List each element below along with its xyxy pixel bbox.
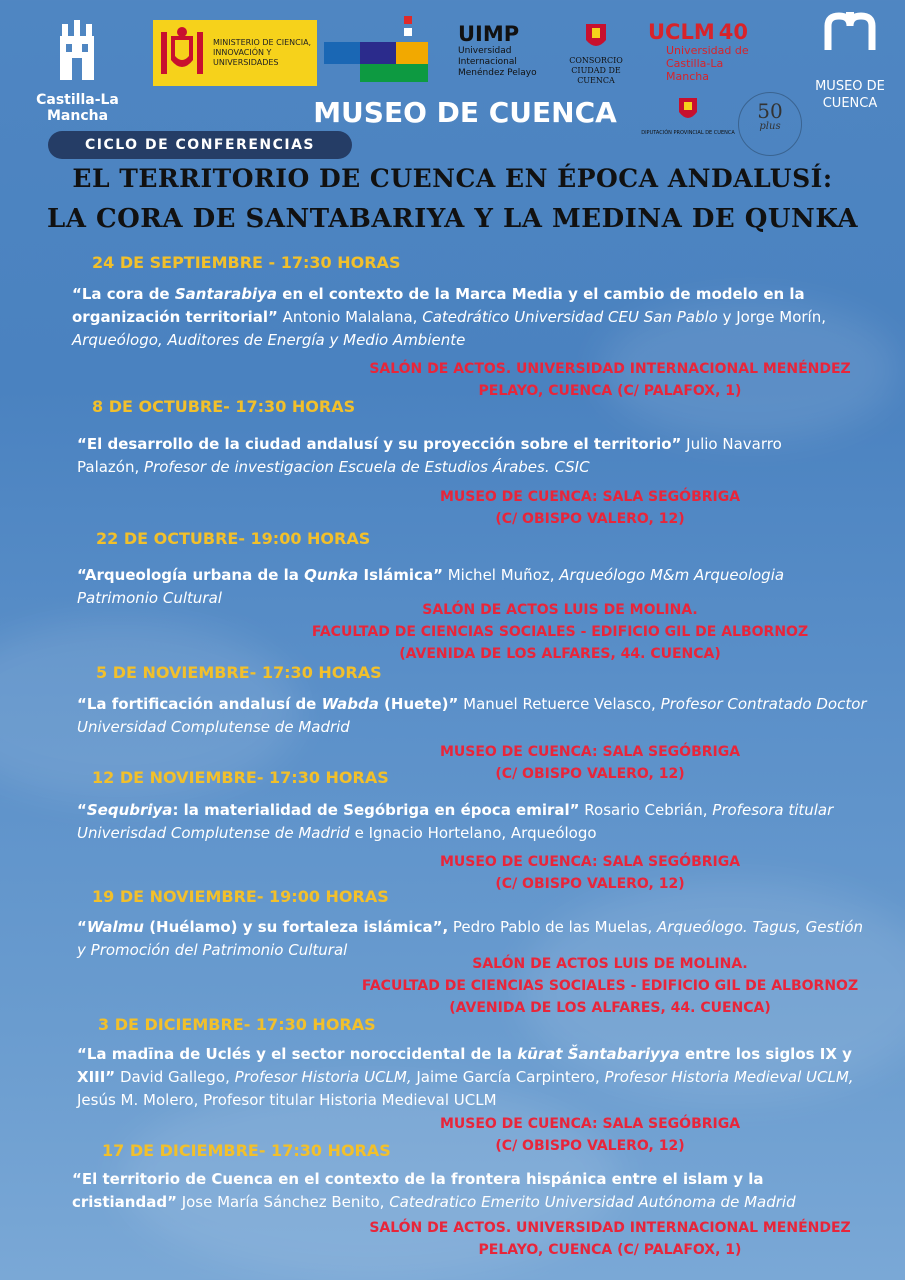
- talk-text-run: kūrat Šantabariyya: [517, 1045, 680, 1063]
- venue-line: (C/ OBISPO VALERO, 12): [495, 876, 685, 892]
- talk-text-run: Catedrático Universidad CEU San Pablo: [422, 308, 718, 326]
- museo-logo-line2: CUENCA: [822, 96, 878, 111]
- castilla-la-mancha-logo: [10, 18, 145, 124]
- venue-line: (C/ OBISPO VALERO, 12): [495, 1138, 685, 1154]
- talk-text-run: Walmu: [86, 918, 144, 936]
- venue-line: FACULTAD DE CIENCIAS SOCIALES - EDIFICIO GIL DE ALBORNOZ: [361, 978, 859, 994]
- session-venue: [360, 1113, 820, 1157]
- talk-text-run: Arqueólogo. Tagus, Gestión y Promoción del Patrimonio Cultural: [77, 918, 864, 959]
- uclm-name: Universidad de Castilla-La Mancha: [666, 44, 749, 83]
- color-blocks-logo: [324, 16, 439, 88]
- venue-line: (AVENIDA DE LOS ALFARES, 44. CUENCA): [399, 646, 721, 662]
- talk-text-run: Catedratico Emerito Universidad Autónoma de: [389, 1193, 740, 1211]
- talk-text-run: Rosario Cebrián,: [579, 801, 713, 819]
- talk-text-run: Profesor Contratado Doctor Universidad Complutense de Madrid: [77, 695, 867, 736]
- talk-text-run: Profesor Historia Medieval UCLM,: [604, 1068, 854, 1086]
- venue-line: SALÓN DE ACTOS LUIS DE MOLINA.: [472, 956, 748, 972]
- venue-line: SALÓN DE ACTOS LUIS DE MOLINA.: [422, 602, 698, 618]
- ministerio-logo: [153, 20, 317, 86]
- museo-logo-line1: MUSEO DE: [815, 79, 885, 94]
- ciclo-badge: CICLO DE CONFERENCIAS: [48, 131, 352, 159]
- venue-line: MUSEO DE CUENCA: SALA SEGÓBRIGA: [439, 489, 741, 505]
- talk-text-run: e Ignacio Hortelano, Arqueólogo: [349, 824, 597, 842]
- ministerio-label: MINISTERIO DE CIENCIA, INNOVACIÓN Y UNIVERSIDADES: [213, 38, 312, 67]
- event-title-line2: LA CORA DE SANTABARIYA Y LA MEDINA DE QUNKA: [46, 204, 859, 234]
- session-venue: [260, 599, 860, 665]
- talk-text-run: Jose María Sánchez Benito,: [176, 1193, 390, 1211]
- talk-text-run: Sequbriya: [86, 801, 173, 819]
- talk-text-run: Madrid: [739, 1193, 796, 1211]
- venue-line: PELAYO, CUENCA (C/ PALAFOX, 1): [478, 1242, 742, 1258]
- coat-of-arms-icon: [159, 26, 205, 80]
- talk-text-run: “: [77, 801, 87, 819]
- talk-text-run: Arqueólogo M&m Arqueologia Patrimonio Cultural: [77, 566, 785, 607]
- venue-line: SALÓN DE ACTOS. UNIVERSIDAD INTERNACIONAL MENÉNDEZ: [369, 361, 851, 377]
- museo-heading: MUSEO DE CUENCA: [313, 96, 617, 129]
- session-date: 22 DE OCTUBRE- 19:00 HORAS: [96, 529, 371, 548]
- venue-line: (C/ OBISPO VALERO, 12): [495, 766, 685, 782]
- session-venue: [300, 1217, 905, 1261]
- castle-icon: [10, 18, 145, 88]
- uimp-name: Universidad Internacional Menéndez Pelayo: [458, 46, 537, 78]
- venue-line: PELAYO, CUENCA (C/ PALAFOX, 1): [478, 383, 742, 399]
- session-date: 3 DE DICIEMBRE- 17:30 HORAS: [98, 1015, 376, 1034]
- session-venue: [360, 851, 820, 895]
- talk-text-run: Julio Navarro Palazón,: [77, 435, 782, 476]
- talk-text-run: : la materialidad de Segóbriga en época emiral”: [172, 801, 580, 819]
- talk-text-run: en el contexto de la Marca Media y el cambio de modelo en la organización territorial”: [72, 285, 805, 326]
- talk-text-run: entre los siglos IX y XIII”: [77, 1045, 852, 1086]
- museo-m-icon: [822, 12, 878, 52]
- talk-text-run: Antonio Malalana,: [277, 308, 423, 326]
- talk-text-run: Profesor de investigacion Escuela de Estudios Árabes. CSIC: [144, 458, 590, 476]
- talk-text-run: “: [77, 918, 87, 936]
- session-date: 24 DE SEPTIEMBRE - 17:30 HORAS: [92, 253, 401, 272]
- talk-text-run: Santarabiya: [174, 285, 278, 303]
- talk-text-run: Pedro Pablo de las Muelas,: [448, 918, 658, 936]
- saramago-plus: plus: [759, 121, 781, 132]
- session-date: 17 DE DICIEMBRE- 17:30 HORAS: [102, 1141, 391, 1160]
- talk-text-run: Islámica”: [358, 566, 443, 584]
- session-venue: [360, 486, 820, 530]
- talk-text-run: y Jorge Morín,: [717, 308, 826, 326]
- talk-text-run: Wabda: [321, 695, 379, 713]
- session-date: 8 DE OCTUBRE- 17:30 HORAS: [92, 397, 356, 416]
- session-date: 5 DE NOVIEMBRE- 17:30 HORAS: [96, 663, 382, 682]
- consorcio-label: CONSORCIO CIUDAD DE CUENCA: [569, 56, 623, 85]
- talk-text-run: “Arqueología urbana de la: [77, 566, 305, 584]
- diputacion-label: DIPUTACIÓN PROVINCIAL DE CUENCA: [641, 130, 735, 136]
- venue-line: (AVENIDA DE LOS ALFARES, 44. CUENCA): [449, 1000, 771, 1016]
- uimp-logo: [458, 22, 558, 88]
- uclm-years: 40: [718, 20, 748, 44]
- session-venue: [310, 953, 905, 1019]
- consorcio-logo: [552, 22, 640, 85]
- session-date: 19 DE NOVIEMBRE- 19:00 HORAS: [92, 887, 389, 906]
- talk-text-run: “El territorio de Cuenca en el contexto de la frontera hispánica entre el islam y la cristiandad”: [72, 1170, 764, 1211]
- talk-text-run: “La fortificación andalusí de: [77, 695, 322, 713]
- session-talk: [72, 1168, 852, 1214]
- uimp-abbr: UIMP: [458, 22, 520, 46]
- talk-text-run: “El desarrollo de la ciudad andalusí y su proyección sobre el territorio”: [77, 435, 682, 453]
- session-talk: [72, 283, 852, 352]
- uclm-logo: [648, 20, 783, 82]
- venue-line: MUSEO DE CUENCA: SALA SEGÓBRIGA: [439, 1116, 741, 1132]
- venue-line: MUSEO DE CUENCA: SALA SEGÓBRIGA: [439, 854, 741, 870]
- talk-text-run: Michel Muñoz,: [442, 566, 560, 584]
- talk-text-run: “La madīna de Uclés y el sector noroccidental de la: [77, 1045, 518, 1063]
- shield-icon: [584, 22, 608, 52]
- uclm-abbr: UCLM: [648, 20, 715, 44]
- venue-line: FACULTAD DE CIENCIAS SOCIALES - EDIFICIO GIL DE ALBORNOZ: [311, 624, 809, 640]
- talk-text-run: Profesor Historia UCLM,: [234, 1068, 412, 1086]
- session-date: 12 DE NOVIEMBRE- 17:30 HORAS: [92, 768, 389, 787]
- session-talk: [77, 1043, 877, 1112]
- talk-text-run: David Gallego,: [115, 1068, 235, 1086]
- saramago-number: 50: [757, 99, 783, 123]
- session-talk: [77, 433, 847, 479]
- venue-line: MUSEO DE CUENCA: SALA SEGÓBRIGA: [439, 744, 741, 760]
- talk-text-run: Jaime García Carpintero,: [411, 1068, 605, 1086]
- session-venue: [300, 358, 905, 402]
- talk-text-run: Arqueólogo, Auditores de Energía y Medio Ambiente: [72, 331, 466, 349]
- event-title-line1: EL TERRITORIO DE CUENCA EN ÉPOCA ANDALUSÍ:: [72, 164, 833, 193]
- talk-text-run: (Huélamo) y su fortaleza islámica”,: [143, 918, 449, 936]
- talk-text-run: Profesora titular Univerisdad Complutense de Madrid: [77, 801, 834, 842]
- session-talk: [77, 799, 877, 845]
- talk-text-run: Manuel Retuerce Velasco,: [458, 695, 661, 713]
- talk-text-run: Jesús M. Molero, Profesor titular Historia Medieval UCLM: [77, 1091, 497, 1109]
- venue-line: (C/ OBISPO VALERO, 12): [495, 511, 685, 527]
- talk-text-run: (Huete)”: [378, 695, 459, 713]
- session-venue: [360, 741, 820, 785]
- session-talk: [77, 693, 877, 739]
- talk-text-run: Qunka: [304, 566, 359, 584]
- talk-text-run: “La cora de: [72, 285, 175, 303]
- venue-line: SALÓN DE ACTOS. UNIVERSIDAD INTERNACIONAL MENÉNDEZ: [369, 1220, 851, 1236]
- castilla-label: Castilla-La Mancha: [36, 92, 119, 124]
